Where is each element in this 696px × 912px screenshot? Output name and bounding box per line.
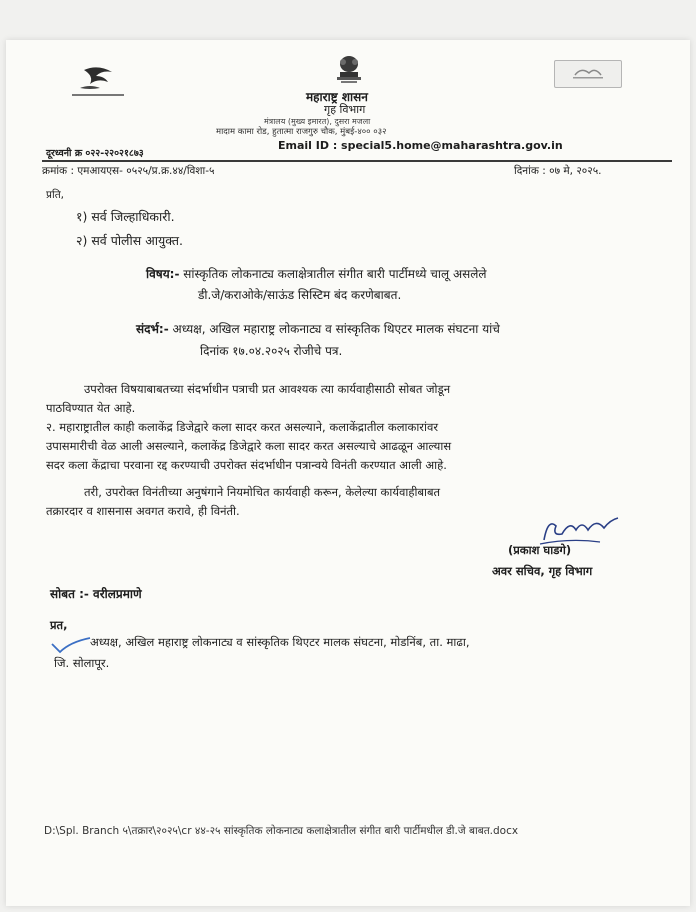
header-ministry: मंत्रालय (मुख्य इमारत), दुसरा मजला xyxy=(264,117,371,126)
mahapolice-logo-icon xyxy=(66,62,136,102)
footer-file-path: D:\Spl. Branch ५\तक्रार\२०२५\cr ४४-२५ सांस्कृतिक लोकनाट्य कलाक्षेत्रातील संगीत बारी पार्टीमधील डी.जे बाबत.docx xyxy=(44,825,519,837)
reference-label: संदर्भ:- xyxy=(136,322,169,336)
recipient-item: २) सर्व पोलीस आयुक्त. xyxy=(76,233,184,248)
national-emblem-icon xyxy=(332,54,366,86)
header-phone: दूरध्वनी क्र ०२२-२२०२१८७३ xyxy=(46,148,144,159)
recipients-label: प्रति, xyxy=(46,189,65,201)
right-logo-icon xyxy=(554,60,622,88)
header-govt: महाराष्ट्र शासन xyxy=(306,90,368,104)
header-department: गृह विभाग xyxy=(324,103,366,116)
letter-date: दिनांक : ०७ मे, २०२५. xyxy=(514,165,602,177)
reference-number: क्रमांक : एमआयएस- ०५२५/प्र.क्र.४४/विशा-५ xyxy=(42,165,215,177)
signer-name: (प्रकाश घाडगे) xyxy=(508,543,572,557)
header-address: मादाम कामा रोड, हुतात्मा राजगुरु चौक, मुंबई-४०० ०३२ xyxy=(216,127,387,137)
subject-block xyxy=(146,264,487,306)
copy-to-line-1: अध्यक्ष, अखिल महाराष्ट्र लोकनाट्य व सांस्कृतिक थिएटर मालक संघटना, मोडनिंब, ता. माढा, xyxy=(90,635,470,649)
body-p1-line2: पाठविण्यात येत आहे. xyxy=(46,401,136,415)
reference-block xyxy=(136,318,500,362)
signer-designation: अवर सचिव, गृह विभाग xyxy=(492,564,593,578)
body-p2-line1: २. महाराष्ट्रातील काही कलाकेंद्र डिजेद्वारे कला सादर करत असल्याने, कलाकेंद्रातील कलाकारांवर xyxy=(46,420,439,434)
reference-line-2: दिनांक १७.०४.२०२५ रोजीचे पत्र. xyxy=(200,344,343,358)
enclosure-note: सोबत :- वरीलप्रमाणे xyxy=(50,587,142,601)
document-page xyxy=(6,40,690,906)
header-email: Email ID : special5.home@maharashtra.gov.in xyxy=(278,139,563,152)
subject-label: विषय:- xyxy=(146,267,180,281)
body-p2-line2: उपासमारीची वेळ आली असल्याने, कलाकेंद्र डिजेद्वारे कला सादर करत असल्याचे आढळून आल्यास xyxy=(46,439,452,453)
recipient-item: १) सर्व जिल्हाधिकारी. xyxy=(76,209,175,224)
copy-to-line-2: जि. सोलापूर. xyxy=(54,656,110,670)
copy-to-label: प्रत, xyxy=(50,618,68,632)
copy-to-block xyxy=(54,632,469,674)
header-divider xyxy=(42,160,672,162)
body-p3-line1: तरी, उपरोक्त विनंतीच्या अनुषंगाने नियमोचित कार्यवाही करून, केलेल्या कार्यवाहीबाबत xyxy=(84,485,441,499)
reference-line-1: अध्यक्ष, अखिल महाराष्ट्र लोकनाट्य व सांस्कृतिक थिएटर मालक संघटना यांचे xyxy=(172,322,500,336)
body-p2-line3: सदर कला केंद्राचा परवाना रद्द करण्याची उपरोक्त संदर्भाधीन पत्रान्वये विनंती करण्यात आली आहे. xyxy=(46,458,447,472)
body-p3-line2: तक्रारदार व शासनास अवगत करावे, ही विनंती. xyxy=(46,504,240,518)
subject-line-2: डी.जे/कराओके/साऊंड सिस्टिम बंद करणेबाबत. xyxy=(198,288,402,302)
subject-line-1: सांस्कृतिक लोकनाट्य कलाक्षेत्रातील संगीत बारी पार्टीमध्ये चालू असलेले xyxy=(183,267,487,281)
body-p1-line1: उपरोक्त विषयाबाबतच्या संदर्भाधीन पत्राची प्रत आवश्यक त्या कार्यवाहीसाठी सोबत जोडून xyxy=(84,382,451,396)
